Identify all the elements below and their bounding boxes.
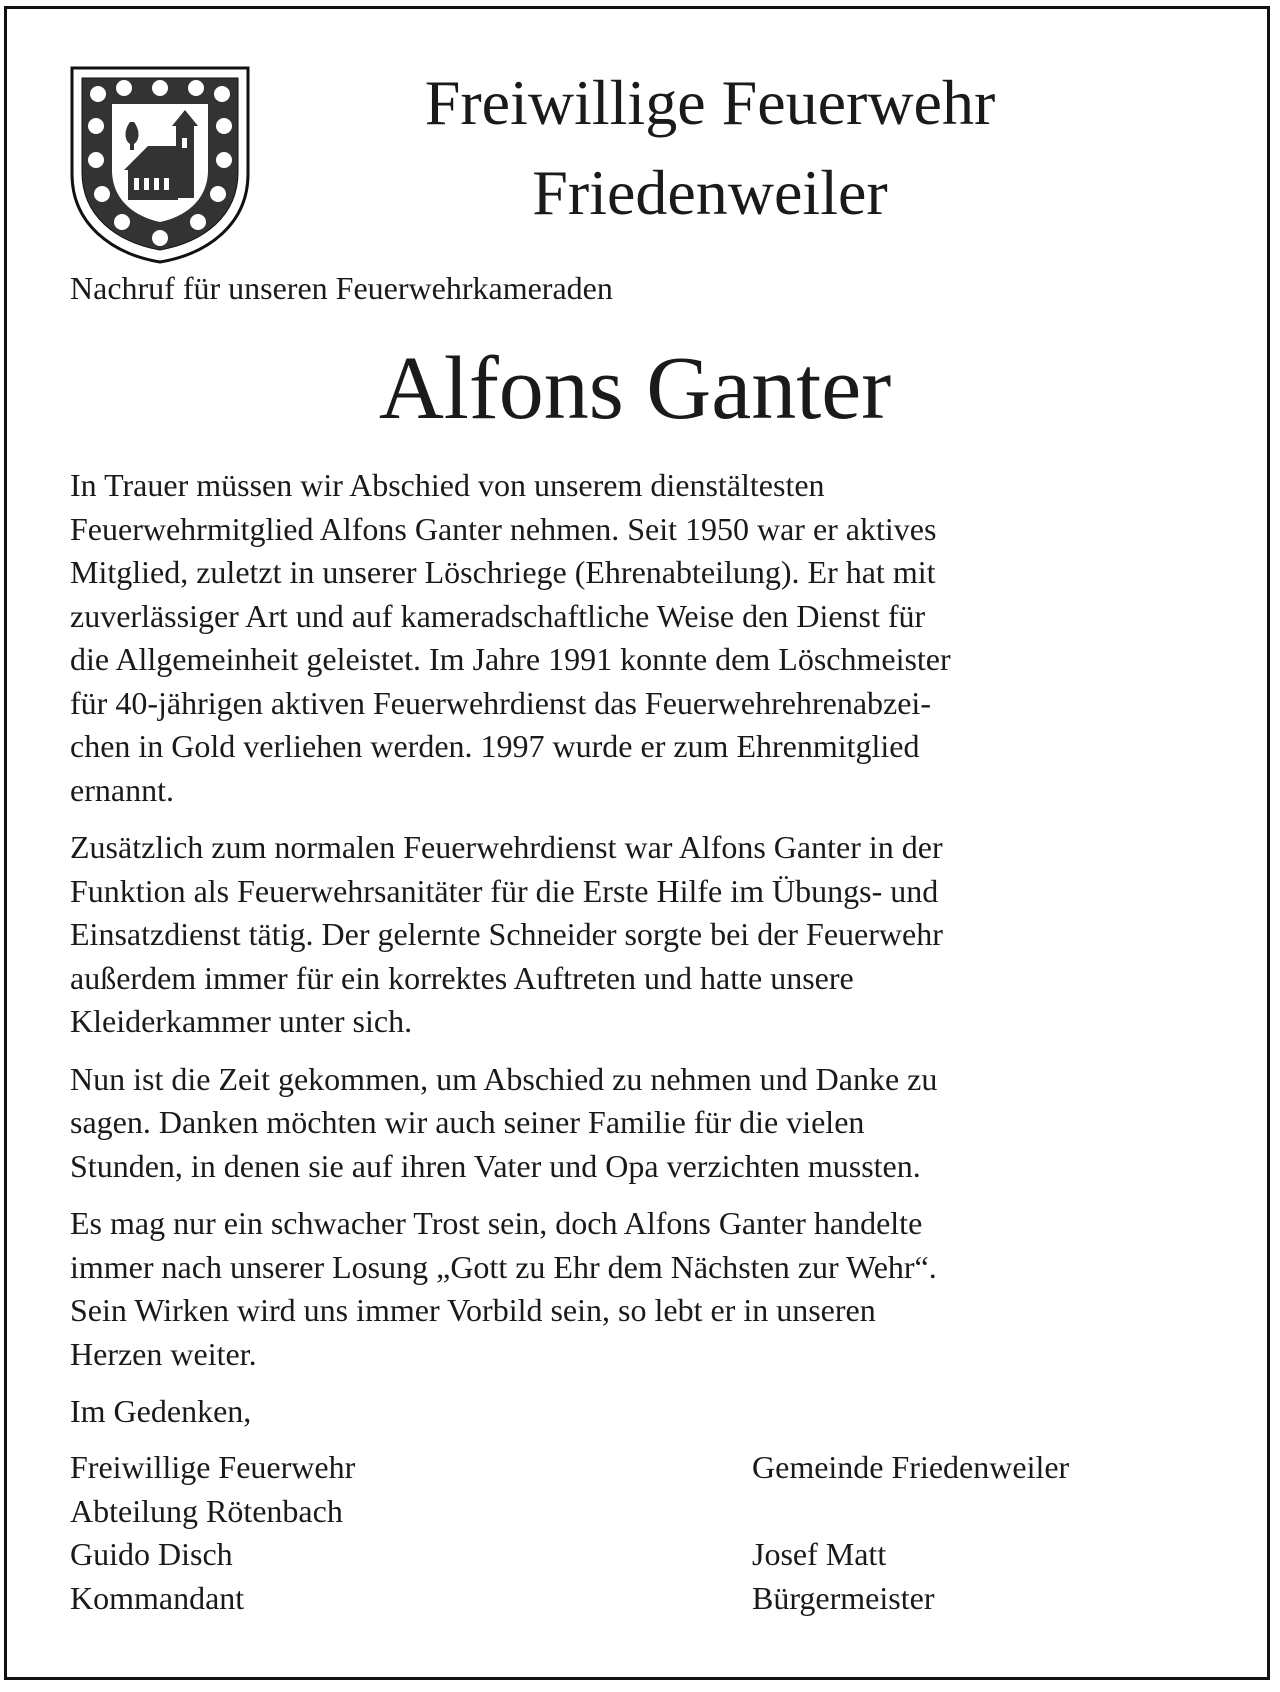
obituary-body xyxy=(70,464,1210,1448)
paragraph-3: Nun ist die Zeit gekommen, um Abschied zu nehmen und Danke zu sagen. Danken möchten wir auch seiner Familie für die vielen Stunden, in denen sie auf ihren Vater und Opa verzichten mussten. xyxy=(70,1060,938,1184)
signature-org: Gemeinde Friedenweiler xyxy=(752,1449,1070,1485)
signature-role: Kommandant xyxy=(70,1579,245,1616)
signature-municipality xyxy=(752,1446,1212,1620)
signature-department: Abteilung Rötenbach xyxy=(70,1492,343,1529)
signature-fire-brigade xyxy=(70,1446,670,1620)
signature-person: Josef Matt xyxy=(752,1536,887,1572)
signature-spacer xyxy=(752,1490,1212,1534)
organization-title-line-2: Friedenweiler xyxy=(532,157,888,228)
paragraph-4: Es mag nur ein schwacher Trost sein, doch Alfons Ganter handelte immer nach unserer Losung „Gott zu Ehr dem Nächsten zur Wehr“. Sein Wirken wird uns immer Vorbild sein, so lebt er in unseren Herzen weiter. xyxy=(70,1205,937,1372)
signature-org: Freiwillige Feuerwehr xyxy=(70,1449,356,1485)
signature-role: Bürgermeister xyxy=(752,1579,935,1616)
organization-title-line-1: Freiwillige Feuerwehr xyxy=(424,67,996,138)
signature-person: Guido Disch xyxy=(70,1536,233,1572)
deceased-name: Alfons Ganter xyxy=(378,339,892,438)
coat-of-arms-icon xyxy=(68,64,252,264)
obituary-intro: Nachruf für unseren Feuerwehrkameraden xyxy=(70,270,613,306)
paragraph-1: In Trauer müssen wir Abschied von unserem dienstältesten Feuerwehrmitglied Alfons Ganter nehmen. Seit 1950 war er aktives Mitglied, zuletzt in unserer Löschriege (Ehrenabteilung). Er hat mit zuverlässiger Art und auf kameradschaftliche Weise den Dienst für die Allgemeinheit geleistet. Im Jahre 1991 konnte dem Löschmeister für 40-jährigen aktiven Feuerwehrdienst das Feuerwehrehrenabzei- chen in Gold verliehen werden. 1997 wurde er zum Ehrenmitglied ernannt. xyxy=(70,467,951,808)
closing-salutation: Im Gedenken, xyxy=(70,1393,252,1429)
paragraph-2: Zusätzlich zum normalen Feuerwehrdienst war Alfons Ganter in der Funktion als Feuerwehrsanitäter für die Erste Hilfe im Übungs- und Einsatzdienst tätig. Der gelernte Schneider sorgte bei der Feuerwehr außerdem immer für ein korrektes Auftreten und hatte unsere Kleiderkammer unter sich. xyxy=(70,829,943,1039)
organization-title xyxy=(300,58,1120,238)
